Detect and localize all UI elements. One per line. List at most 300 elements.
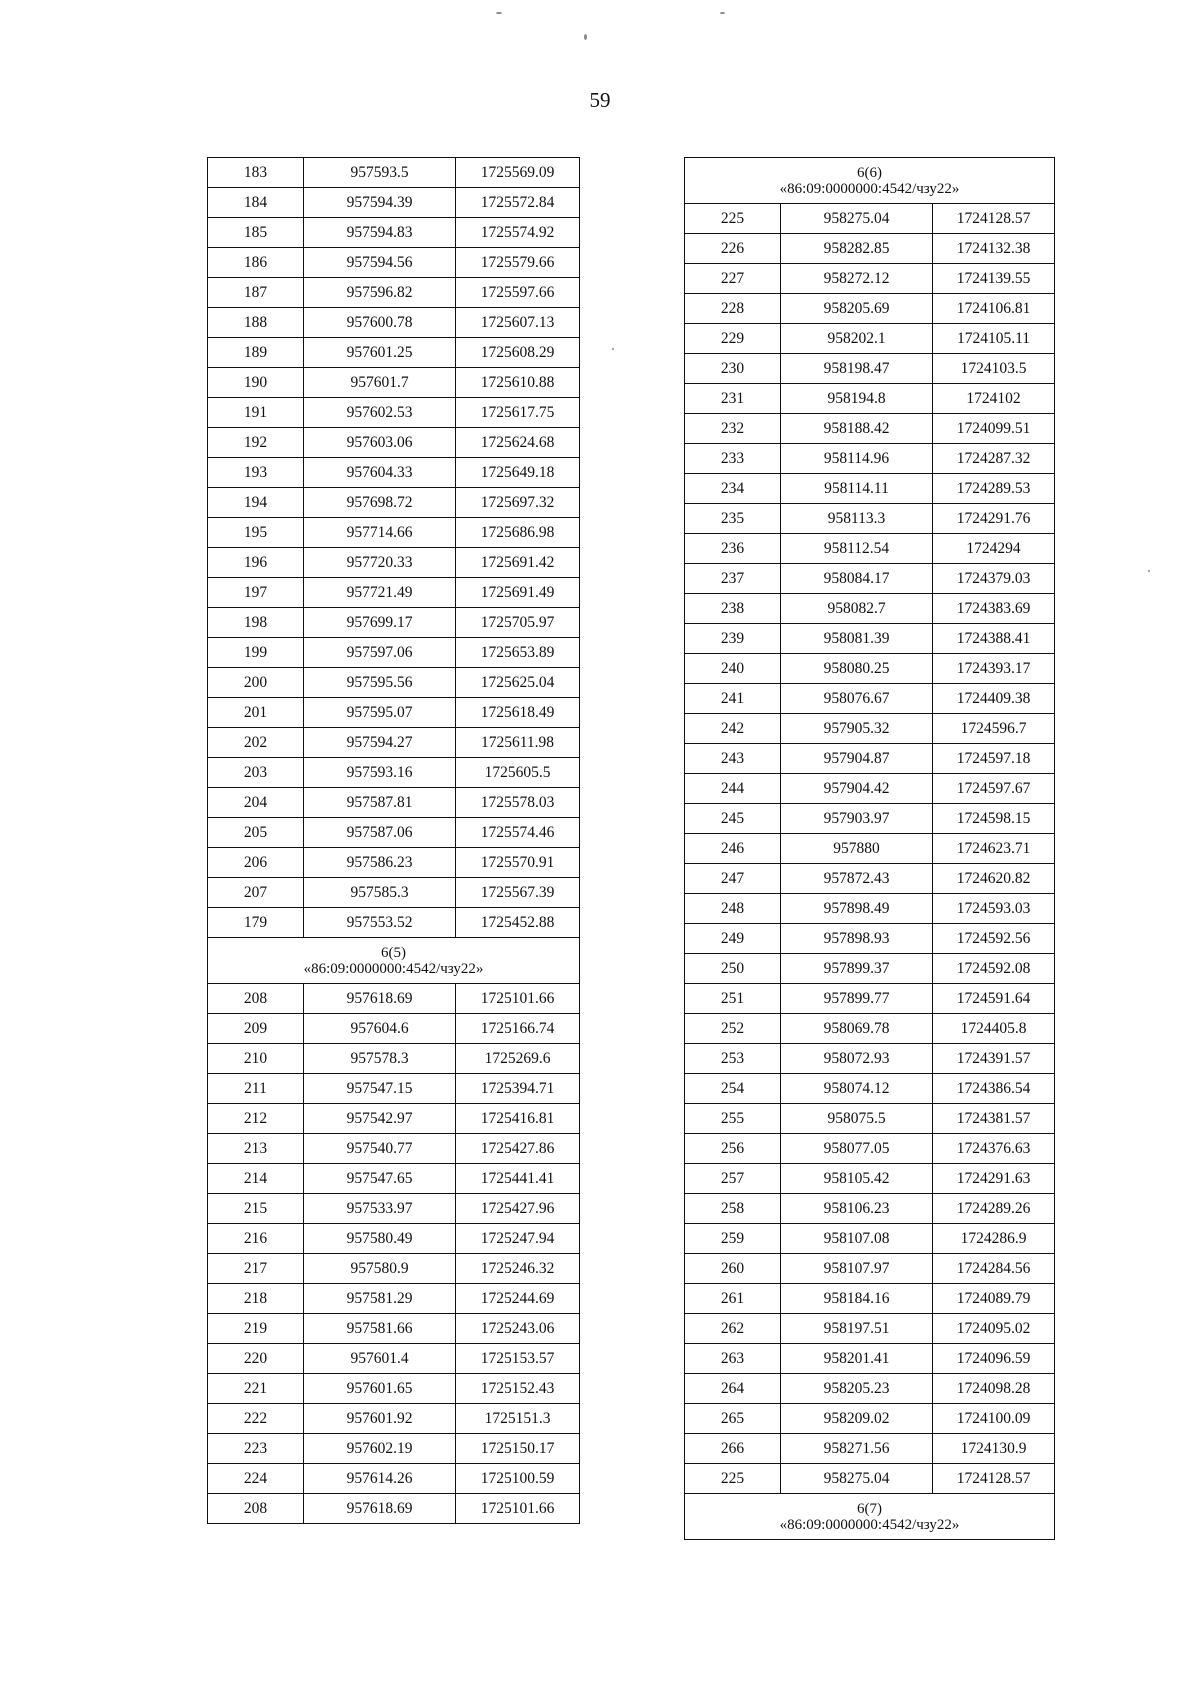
point-number-cell: 230	[685, 354, 781, 384]
point-number-cell: 220	[208, 1344, 304, 1374]
table-row	[685, 624, 1055, 654]
y-coordinate-cell: 1725579.66	[456, 248, 580, 278]
y-coordinate-cell: 1724592.08	[933, 954, 1055, 984]
table-row	[685, 834, 1055, 864]
point-number-cell: 237	[685, 564, 781, 594]
x-coordinate-cell: 958107.08	[781, 1224, 933, 1254]
x-coordinate-cell: 957595.07	[304, 698, 456, 728]
table-row	[208, 278, 580, 308]
point-number-cell: 244	[685, 774, 781, 804]
point-number-cell: 238	[685, 594, 781, 624]
point-number-cell: 201	[208, 698, 304, 728]
y-coordinate-cell: 1725394.71	[456, 1074, 580, 1104]
point-number-cell: 240	[685, 654, 781, 684]
point-number-cell: 236	[685, 534, 781, 564]
point-number-cell: 192	[208, 428, 304, 458]
table-row	[208, 398, 580, 428]
x-coordinate-cell: 958205.69	[781, 294, 933, 324]
x-coordinate-cell: 958072.93	[781, 1044, 933, 1074]
table-row	[208, 1164, 580, 1194]
point-number-cell: 206	[208, 848, 304, 878]
x-coordinate-cell: 958069.78	[781, 1014, 933, 1044]
x-coordinate-cell: 957601.4	[304, 1344, 456, 1374]
scan-speck	[1148, 570, 1150, 572]
table-row	[208, 1464, 580, 1494]
table-row	[685, 324, 1055, 354]
y-coordinate-cell: 1725597.66	[456, 278, 580, 308]
y-coordinate-cell: 1725624.68	[456, 428, 580, 458]
y-coordinate-cell: 1724096.59	[933, 1344, 1055, 1374]
point-number-cell: 213	[208, 1134, 304, 1164]
table-row	[208, 548, 580, 578]
x-coordinate-cell: 957580.49	[304, 1224, 456, 1254]
x-coordinate-cell: 958272.12	[781, 264, 933, 294]
y-coordinate-cell: 1725572.84	[456, 188, 580, 218]
y-coordinate-cell: 1724597.18	[933, 744, 1055, 774]
y-coordinate-cell: 1725243.06	[456, 1314, 580, 1344]
point-number-cell: 255	[685, 1104, 781, 1134]
table-row	[685, 924, 1055, 954]
x-coordinate-cell: 957905.32	[781, 714, 933, 744]
x-coordinate-cell: 957594.39	[304, 188, 456, 218]
x-coordinate-cell: 957585.3	[304, 878, 456, 908]
x-coordinate-cell: 957601.25	[304, 338, 456, 368]
x-coordinate-cell: 958184.16	[781, 1284, 933, 1314]
scan-speck	[720, 12, 725, 14]
scan-speck	[584, 34, 587, 40]
point-number-cell: 252	[685, 1014, 781, 1044]
point-number-cell: 245	[685, 804, 781, 834]
table-row	[685, 1344, 1055, 1374]
table-row	[685, 1164, 1055, 1194]
table-row	[208, 428, 580, 458]
table-row	[685, 564, 1055, 594]
y-coordinate-cell: 1725578.03	[456, 788, 580, 818]
table-row	[208, 1134, 580, 1164]
table-row	[685, 714, 1055, 744]
y-coordinate-cell: 1724100.09	[933, 1404, 1055, 1434]
point-number-cell: 194	[208, 488, 304, 518]
point-number-cell: 249	[685, 924, 781, 954]
y-coordinate-cell: 1724289.53	[933, 474, 1055, 504]
y-coordinate-cell: 1725427.96	[456, 1194, 580, 1224]
x-coordinate-cell: 958074.12	[781, 1074, 933, 1104]
point-number-cell: 225	[685, 1464, 781, 1494]
table-row	[685, 1404, 1055, 1434]
x-coordinate-cell: 957604.6	[304, 1014, 456, 1044]
y-coordinate-cell: 1725611.98	[456, 728, 580, 758]
y-coordinate-cell: 1724099.51	[933, 414, 1055, 444]
y-coordinate-cell: 1725610.88	[456, 368, 580, 398]
x-coordinate-cell: 957601.92	[304, 1404, 456, 1434]
y-coordinate-cell: 1724592.56	[933, 924, 1055, 954]
x-coordinate-cell: 957587.81	[304, 788, 456, 818]
y-coordinate-cell: 1724105.11	[933, 324, 1055, 354]
table-row	[685, 504, 1055, 534]
point-number-cell: 193	[208, 458, 304, 488]
x-coordinate-cell: 958080.25	[781, 654, 933, 684]
table-row	[208, 818, 580, 848]
table-row	[208, 788, 580, 818]
y-coordinate-cell: 1725691.42	[456, 548, 580, 578]
table-row	[685, 1014, 1055, 1044]
x-coordinate-cell: 958197.51	[781, 1314, 933, 1344]
y-coordinate-cell: 1724286.9	[933, 1224, 1055, 1254]
y-coordinate-cell: 1725608.29	[456, 338, 580, 368]
point-number-cell: 227	[685, 264, 781, 294]
table-row	[685, 654, 1055, 684]
point-number-cell: 208	[208, 1494, 304, 1524]
table-row	[685, 1374, 1055, 1404]
table-row	[208, 1254, 580, 1284]
table-row	[208, 984, 580, 1014]
table-row	[208, 1374, 580, 1404]
point-number-cell: 189	[208, 338, 304, 368]
x-coordinate-cell: 957872.43	[781, 864, 933, 894]
y-coordinate-cell: 1725100.59	[456, 1464, 580, 1494]
point-number-cell: 261	[685, 1284, 781, 1314]
table-row	[208, 1224, 580, 1254]
table-row	[685, 804, 1055, 834]
point-number-cell: 231	[685, 384, 781, 414]
table-row	[208, 368, 580, 398]
x-coordinate-cell: 958271.56	[781, 1434, 933, 1464]
x-coordinate-cell: 957593.5	[304, 158, 456, 188]
y-coordinate-cell: 1725101.66	[456, 984, 580, 1014]
y-coordinate-cell: 1725416.81	[456, 1104, 580, 1134]
point-number-cell: 265	[685, 1404, 781, 1434]
table-row	[685, 1284, 1055, 1314]
x-coordinate-cell: 958205.23	[781, 1374, 933, 1404]
y-coordinate-cell: 1725625.04	[456, 668, 580, 698]
table-row	[208, 248, 580, 278]
point-number-cell: 198	[208, 608, 304, 638]
x-coordinate-cell: 958075.5	[781, 1104, 933, 1134]
scan-speck	[612, 348, 614, 350]
table-row	[208, 518, 580, 548]
point-number-cell: 223	[208, 1434, 304, 1464]
section-label: 6(5)	[381, 945, 406, 961]
y-coordinate-cell: 1725686.98	[456, 518, 580, 548]
y-coordinate-cell: 1724596.7	[933, 714, 1055, 744]
y-coordinate-cell: 1724388.41	[933, 624, 1055, 654]
section-label: 6(6)	[857, 165, 883, 181]
y-coordinate-cell: 1725569.09	[456, 158, 580, 188]
x-coordinate-cell: 958114.96	[781, 444, 933, 474]
point-number-cell: 187	[208, 278, 304, 308]
point-number-cell: 228	[685, 294, 781, 324]
y-coordinate-cell: 1724103.5	[933, 354, 1055, 384]
table-row	[685, 234, 1055, 264]
x-coordinate-cell: 957553.52	[304, 908, 456, 938]
section-header-row	[685, 158, 1055, 204]
y-coordinate-cell: 1724379.03	[933, 564, 1055, 594]
x-coordinate-cell: 957602.19	[304, 1434, 456, 1464]
y-coordinate-cell: 1725101.66	[456, 1494, 580, 1524]
point-number-cell: 260	[685, 1254, 781, 1284]
x-coordinate-cell: 958198.47	[781, 354, 933, 384]
x-coordinate-cell: 958209.02	[781, 1404, 933, 1434]
y-coordinate-cell: 1725697.32	[456, 488, 580, 518]
y-coordinate-cell: 1724409.38	[933, 684, 1055, 714]
point-number-cell: 242	[685, 714, 781, 744]
x-coordinate-cell: 957899.77	[781, 984, 933, 1014]
point-number-cell: 256	[685, 1134, 781, 1164]
y-coordinate-cell: 1724139.55	[933, 264, 1055, 294]
point-number-cell: 246	[685, 834, 781, 864]
table-row	[208, 488, 580, 518]
y-coordinate-cell: 1724128.57	[933, 1464, 1055, 1494]
y-coordinate-cell: 1725570.91	[456, 848, 580, 878]
y-coordinate-cell: 1724391.57	[933, 1044, 1055, 1074]
table-row	[208, 578, 580, 608]
x-coordinate-cell: 957698.72	[304, 488, 456, 518]
point-number-cell: 210	[208, 1044, 304, 1074]
y-coordinate-cell: 1724383.69	[933, 594, 1055, 624]
point-number-cell: 190	[208, 368, 304, 398]
section-header-row	[685, 1494, 1055, 1540]
table-row	[685, 1134, 1055, 1164]
x-coordinate-cell: 957903.97	[781, 804, 933, 834]
x-coordinate-cell: 958113.3	[781, 504, 933, 534]
table-row	[685, 414, 1055, 444]
point-number-cell: 239	[685, 624, 781, 654]
table-row	[685, 294, 1055, 324]
y-coordinate-cell: 1724130.9	[933, 1434, 1055, 1464]
point-number-cell: 248	[685, 894, 781, 924]
x-coordinate-cell: 957898.93	[781, 924, 933, 954]
table-row	[685, 774, 1055, 804]
table-row	[208, 188, 580, 218]
point-number-cell: 262	[685, 1314, 781, 1344]
x-coordinate-cell: 958084.17	[781, 564, 933, 594]
table-row	[208, 1434, 580, 1464]
x-coordinate-cell: 957597.06	[304, 638, 456, 668]
table-row	[685, 1314, 1055, 1344]
x-coordinate-cell: 957618.69	[304, 984, 456, 1014]
table-row	[685, 1224, 1055, 1254]
x-coordinate-cell: 957899.37	[781, 954, 933, 984]
table-row	[685, 1044, 1055, 1074]
y-coordinate-cell: 1725605.5	[456, 758, 580, 788]
y-coordinate-cell: 1724284.56	[933, 1254, 1055, 1284]
y-coordinate-cell: 1725244.69	[456, 1284, 580, 1314]
point-number-cell: 212	[208, 1104, 304, 1134]
table-row	[208, 728, 580, 758]
x-coordinate-cell: 957594.56	[304, 248, 456, 278]
table-row	[208, 1314, 580, 1344]
point-number-cell: 188	[208, 308, 304, 338]
table-row	[685, 984, 1055, 1014]
x-coordinate-cell: 958282.85	[781, 234, 933, 264]
coordinates-table-left-body	[208, 158, 580, 1524]
table-row	[685, 1104, 1055, 1134]
x-coordinate-cell: 957720.33	[304, 548, 456, 578]
point-number-cell: 184	[208, 188, 304, 218]
x-coordinate-cell: 958194.8	[781, 384, 933, 414]
point-number-cell: 185	[208, 218, 304, 248]
x-coordinate-cell: 957618.69	[304, 1494, 456, 1524]
y-coordinate-cell: 1724593.03	[933, 894, 1055, 924]
table-row	[208, 1074, 580, 1104]
table-row	[208, 338, 580, 368]
x-coordinate-cell: 957594.27	[304, 728, 456, 758]
y-coordinate-cell: 1725649.18	[456, 458, 580, 488]
table-row	[685, 264, 1055, 294]
table-row	[208, 1014, 580, 1044]
point-number-cell: 258	[685, 1194, 781, 1224]
point-number-cell: 264	[685, 1374, 781, 1404]
point-number-cell: 241	[685, 684, 781, 714]
y-coordinate-cell: 1725617.75	[456, 398, 580, 428]
point-number-cell: 208	[208, 984, 304, 1014]
y-coordinate-cell: 1724386.54	[933, 1074, 1055, 1104]
table-row	[685, 1254, 1055, 1284]
y-coordinate-cell: 1725427.86	[456, 1134, 580, 1164]
point-number-cell: 221	[208, 1374, 304, 1404]
point-number-cell: 243	[685, 744, 781, 774]
point-number-cell: 196	[208, 548, 304, 578]
section-cadastral-code: «86:09:0000000:4542/чзу22»	[303, 961, 484, 977]
section-header	[685, 158, 1055, 204]
point-number-cell: 200	[208, 668, 304, 698]
table-row	[685, 204, 1055, 234]
point-number-cell: 250	[685, 954, 781, 984]
y-coordinate-cell: 1725691.49	[456, 578, 580, 608]
x-coordinate-cell: 958275.04	[781, 204, 933, 234]
table-row	[208, 698, 580, 728]
point-number-cell: 211	[208, 1074, 304, 1104]
x-coordinate-cell: 957596.82	[304, 278, 456, 308]
y-coordinate-cell: 1725618.49	[456, 698, 580, 728]
section-header	[208, 938, 580, 984]
point-number-cell: 226	[685, 234, 781, 264]
y-coordinate-cell: 1724623.71	[933, 834, 1055, 864]
x-coordinate-cell: 958076.67	[781, 684, 933, 714]
section-cadastral-code: «86:09:0000000:4542/чзу22»	[779, 1517, 960, 1533]
point-number-cell: 224	[208, 1464, 304, 1494]
point-number-cell: 263	[685, 1344, 781, 1374]
point-number-cell: 195	[208, 518, 304, 548]
point-number-cell: 204	[208, 788, 304, 818]
x-coordinate-cell: 957699.17	[304, 608, 456, 638]
x-coordinate-cell: 957904.42	[781, 774, 933, 804]
y-coordinate-cell: 1724132.38	[933, 234, 1055, 264]
x-coordinate-cell: 958188.42	[781, 414, 933, 444]
point-number-cell: 253	[685, 1044, 781, 1074]
y-coordinate-cell: 1724106.81	[933, 294, 1055, 324]
point-number-cell: 218	[208, 1284, 304, 1314]
x-coordinate-cell: 957547.15	[304, 1074, 456, 1104]
x-coordinate-cell: 957603.06	[304, 428, 456, 458]
table-row	[208, 608, 580, 638]
table-row	[208, 758, 580, 788]
point-number-cell: 233	[685, 444, 781, 474]
x-coordinate-cell: 957547.65	[304, 1164, 456, 1194]
table-row	[685, 1194, 1055, 1224]
x-coordinate-cell: 957533.97	[304, 1194, 456, 1224]
y-coordinate-cell: 1724098.28	[933, 1374, 1055, 1404]
table-row	[685, 954, 1055, 984]
y-coordinate-cell: 1724393.17	[933, 654, 1055, 684]
y-coordinate-cell: 1725166.74	[456, 1014, 580, 1044]
x-coordinate-cell: 957581.29	[304, 1284, 456, 1314]
y-coordinate-cell: 1724102	[933, 384, 1055, 414]
table-row	[208, 1404, 580, 1434]
y-coordinate-cell: 1724128.57	[933, 204, 1055, 234]
x-coordinate-cell: 957601.65	[304, 1374, 456, 1404]
y-coordinate-cell: 1725150.17	[456, 1434, 580, 1464]
x-coordinate-cell: 957880	[781, 834, 933, 864]
x-coordinate-cell: 957898.49	[781, 894, 933, 924]
y-coordinate-cell: 1725607.13	[456, 308, 580, 338]
table-row	[208, 1044, 580, 1074]
x-coordinate-cell: 957614.26	[304, 1464, 456, 1494]
table-row	[208, 638, 580, 668]
x-coordinate-cell: 957580.9	[304, 1254, 456, 1284]
x-coordinate-cell: 958105.42	[781, 1164, 933, 1194]
x-coordinate-cell: 958275.04	[781, 1464, 933, 1494]
table-row	[208, 878, 580, 908]
point-number-cell: 203	[208, 758, 304, 788]
y-coordinate-cell: 1725574.46	[456, 818, 580, 848]
table-row	[208, 308, 580, 338]
section-label: 6(7)	[857, 1501, 883, 1517]
y-coordinate-cell: 1725246.32	[456, 1254, 580, 1284]
point-number-cell: 202	[208, 728, 304, 758]
y-coordinate-cell: 1724291.63	[933, 1164, 1055, 1194]
point-number-cell: 259	[685, 1224, 781, 1254]
x-coordinate-cell: 958114.11	[781, 474, 933, 504]
x-coordinate-cell: 957587.06	[304, 818, 456, 848]
y-coordinate-cell: 1724620.82	[933, 864, 1055, 894]
table-row	[685, 384, 1055, 414]
table-row	[208, 668, 580, 698]
table-row	[685, 744, 1055, 774]
point-number-cell: 251	[685, 984, 781, 1014]
table-row	[208, 1104, 580, 1134]
y-coordinate-cell: 1725452.88	[456, 908, 580, 938]
coordinates-table-right-body	[685, 158, 1055, 1540]
x-coordinate-cell: 957721.49	[304, 578, 456, 608]
y-coordinate-cell: 1724405.8	[933, 1014, 1055, 1044]
y-coordinate-cell: 1724376.63	[933, 1134, 1055, 1164]
y-coordinate-cell: 1724591.64	[933, 984, 1055, 1014]
x-coordinate-cell: 957594.83	[304, 218, 456, 248]
x-coordinate-cell: 957714.66	[304, 518, 456, 548]
table-row	[208, 1494, 580, 1524]
point-number-cell: 183	[208, 158, 304, 188]
x-coordinate-cell: 958107.97	[781, 1254, 933, 1284]
point-number-cell: 197	[208, 578, 304, 608]
x-coordinate-cell: 957602.53	[304, 398, 456, 428]
y-coordinate-cell: 1725653.89	[456, 638, 580, 668]
x-coordinate-cell: 958081.39	[781, 624, 933, 654]
section-header-row	[208, 938, 580, 984]
y-coordinate-cell: 1725269.6	[456, 1044, 580, 1074]
y-coordinate-cell: 1724287.32	[933, 444, 1055, 474]
point-number-cell: 217	[208, 1254, 304, 1284]
section-header	[685, 1494, 1055, 1540]
y-coordinate-cell: 1724095.02	[933, 1314, 1055, 1344]
x-coordinate-cell: 958077.05	[781, 1134, 933, 1164]
point-number-cell: 234	[685, 474, 781, 504]
x-coordinate-cell: 957904.87	[781, 744, 933, 774]
table-row	[208, 218, 580, 248]
y-coordinate-cell: 1724289.26	[933, 1194, 1055, 1224]
table-row	[208, 908, 580, 938]
y-coordinate-cell: 1725705.97	[456, 608, 580, 638]
